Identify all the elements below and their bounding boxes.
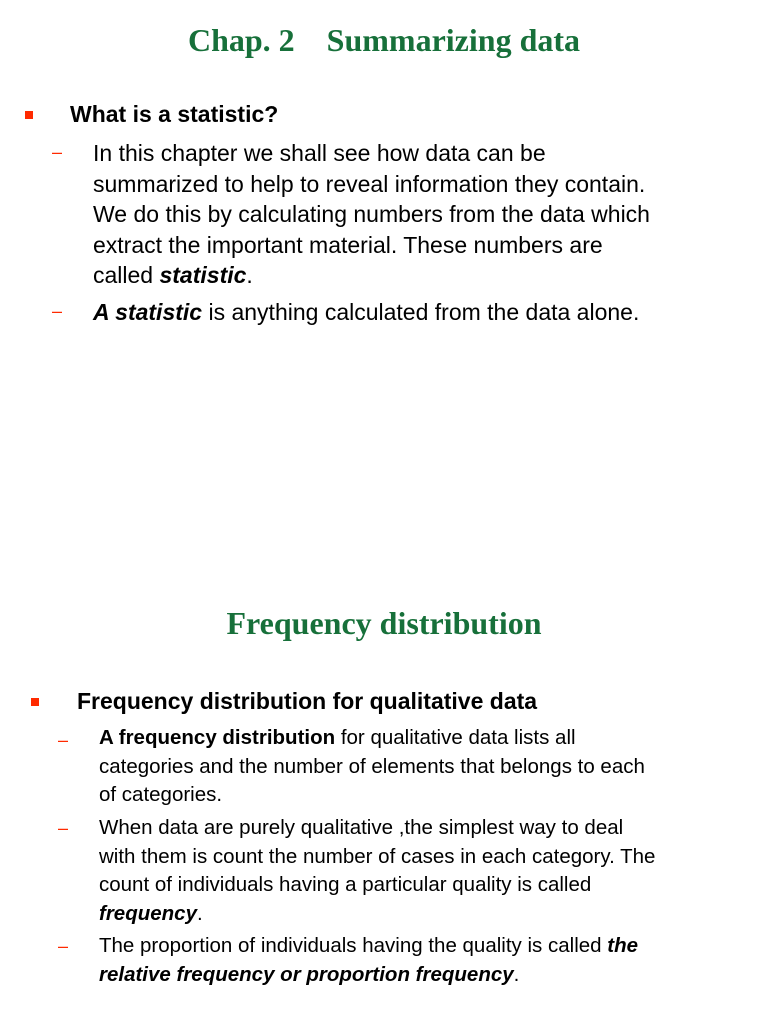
text-line: is anything calculated from the data alone. (202, 299, 640, 325)
text-line: count of individuals having a particular quality is called (99, 873, 592, 896)
emphasis-term: the (607, 934, 638, 957)
text-line: with them is count the number of cases in each category. The (99, 844, 656, 868)
text-line: We do this by calculating numbers from the data which (93, 201, 650, 227)
text-punct: . (196, 901, 203, 925)
paragraph-statistic-intro (93, 138, 650, 291)
paragraph-statistic-definition (93, 297, 639, 328)
text-line: When data are purely qualitative ,the simplest way to deal (99, 816, 624, 839)
dash-bullet-icon: – (58, 730, 69, 750)
paragraph-qualitative-counting (99, 814, 655, 928)
text-line: called (93, 262, 160, 288)
text-line: extract the important material. These numbers are (93, 231, 603, 258)
square-bullet-icon (31, 698, 39, 706)
slide-frequency-distribution (0, 512, 768, 1024)
text-line: The proportion of individuals having the quality is called (99, 934, 608, 957)
dash-bullet-icon: – (52, 142, 63, 162)
emphasis-term: relative frequency or proportion frequency (99, 962, 514, 986)
dash-bullet-icon: – (52, 301, 63, 321)
emphasis-term: frequency (99, 901, 197, 925)
text-punct: . (246, 262, 253, 288)
slide-title: Chap. 2 Summarizing data (187, 22, 581, 58)
bullet-heading: What is a statistic? (70, 101, 279, 127)
bullet-heading: Frequency distribution for qualitative data (77, 688, 538, 714)
text-line: of categories. (99, 783, 223, 806)
text-line: In this chapter we shall see how data can be (93, 140, 546, 166)
emphasis-term: statistic (159, 262, 247, 288)
text-punct: . (513, 962, 520, 986)
dash-bullet-icon: – (58, 936, 69, 956)
paragraph-relative-frequency (99, 932, 638, 989)
text-line: summarized to help to reveal information they contain. (93, 170, 646, 197)
square-bullet-icon (25, 111, 33, 119)
paragraph-frequency-definition (99, 724, 645, 810)
text-line: for qualitative data lists all (335, 726, 576, 749)
text-line: categories and the number of elements that belongs to each (99, 754, 645, 778)
bold-term: A frequency distribution (99, 726, 336, 749)
emphasis-term: A statistic (93, 299, 203, 325)
slide-title: Frequency distribution (226, 605, 542, 641)
dash-bullet-icon: – (58, 818, 69, 838)
